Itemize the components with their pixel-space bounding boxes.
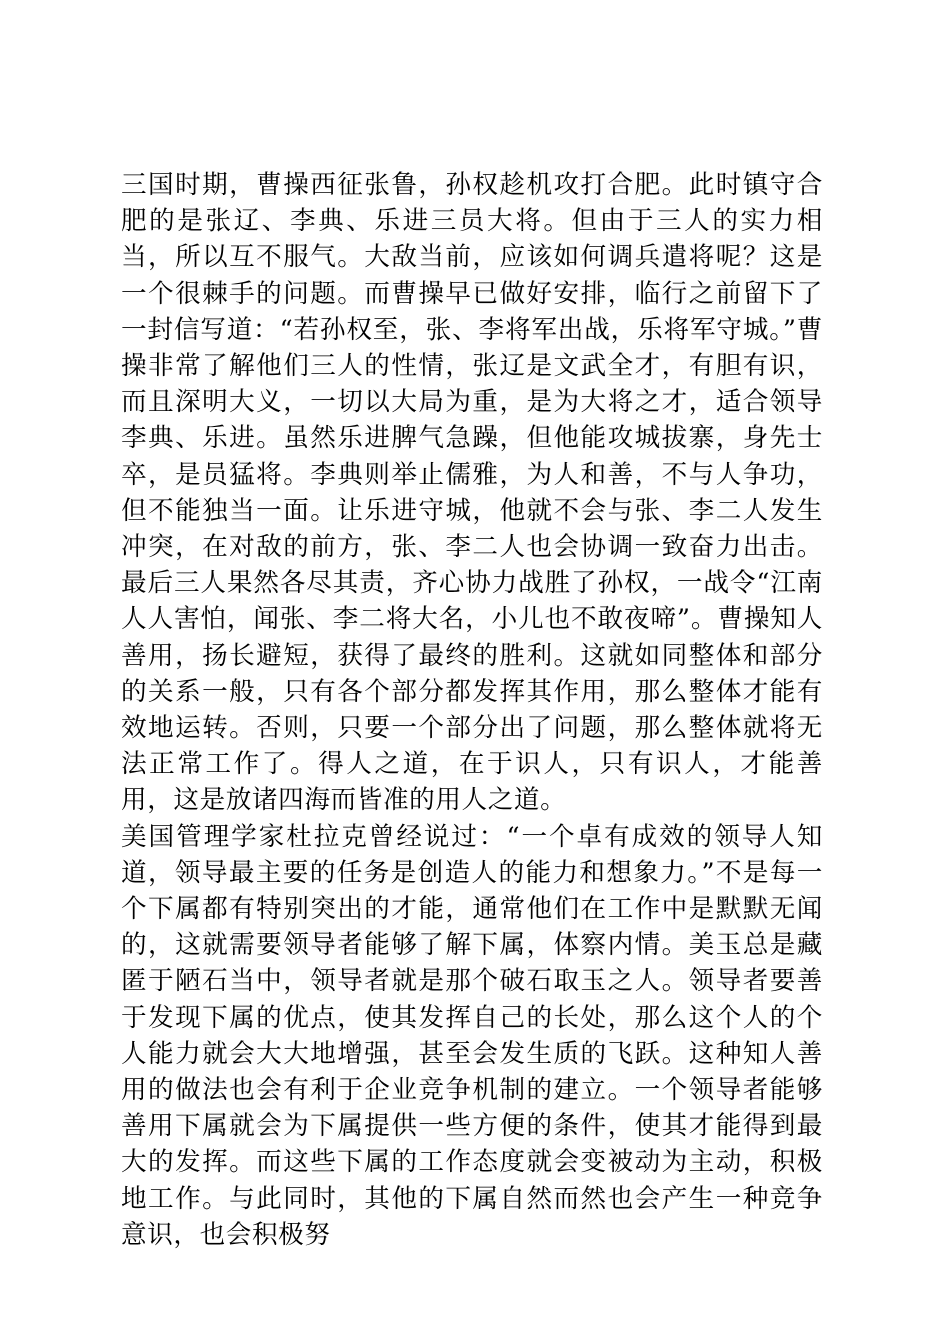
document-body — [121, 167, 823, 1253]
paragraph-drucker-quote: 美国管理学家杜拉克曾经说过：“一个卓有成效的领导人知道，领导最主要的任务是创造人的能力和想象力。”不是每一个下属都有特别突出的才能，通常他们在工作中是默默无闻的，这就需要领导者能够了解下属，体察内情。美玉总是藏匿于陋石当中，领导者就是那个破石取玉之人。领导者要善于发现下属的优点，使其发挥自己的长处，那么这个人的个人能力就会大大地增强，甚至会发生质的飞跃。这种知人善用的做法也会有利于企业竞争机制的建立。一个领导者能够善用下属就会为下属提供一些方便的条件，使其才能得到最大的发挥。而这些下属的工作态度就会变被动为主动，积极地工作。与此同时，其他的下属自然而然也会产生一种竞争意识，也会积极努 — [121, 821, 823, 1250]
paragraph-cao-cao-story: 三国时期，曹操西征张鲁，孙权趁机攻打合肥。此时镇守合肥的是张辽、李典、乐进三员大将。但由于三人的实力相当，所以互不服气。大敌当前，应该如何调兵遣将呢？这是一个很棘手的问题。而曹操早已做好安排，临行之前留下了一封信写道：“若孙权至，张、李将军出战，乐将军守城。”曹操非常了解他们三人的性情，张辽是文武全才，有胆有识，而且深明大义，一切以大局为重，是为大将之才，适合领导李典、乐进。虽然乐进脾气急躁，但他能攻城拔寨，身先士卒，是员猛将。李典则举止儒雅，为人和善，不与人争功，但不能独当一面。让乐进守城，他就不会与张、李二人发生冲突，在对敌的前方，张、李二人也会协调一致奋力出击。最后三人果然各尽其责，齐心协力战胜了孙权，一战令“江南人人害怕，闻张、李二将大名，小儿也不敢夜啼”。曹操知人善用，扬长避短，获得了最终的胜利。这就如同整体和部分的关系一般，只有各个部分都发挥其作用，那么整体才能有效地运转。否则，只要一个部分出了问题，那么整体就将无法正常工作了。得人之道，在于识人，只有识人，才能善用，这是放诸四海而皆准的用人之道。 — [121, 170, 823, 816]
